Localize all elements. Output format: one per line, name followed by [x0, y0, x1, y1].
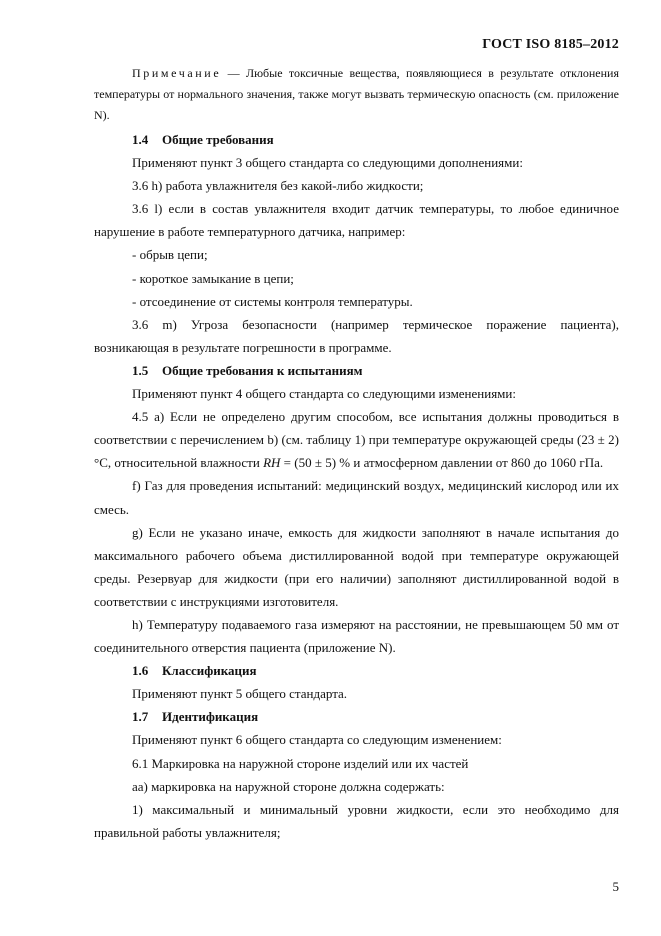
- list-item: - обрыв цепи;: [132, 247, 208, 263]
- paragraph-text: = (50 ± 5) % и атмосферном давлении от 860 до 1060 гПа.: [280, 455, 604, 471]
- list-item: - отсоединение от системы контроля температуры.: [132, 293, 413, 309]
- paragraph: 3.6 h) работа увлажнителя без какой-либо жидкости;: [132, 178, 424, 194]
- section-title: Идентификация: [162, 709, 259, 725]
- section-number: 1.6: [132, 663, 149, 679]
- paragraph: Применяют пункт 4 общего стандарта со следующими изменениями:: [132, 386, 516, 402]
- note-paragraph: [94, 63, 619, 126]
- note-label: Примечание: [132, 66, 222, 80]
- paragraph: 1) максимальный и минимальный уровни жидкости, если это необходимо для правильной работы увлажнителя;: [94, 801, 619, 840]
- paragraph: Применяют пункт 6 общего стандарта со следующим изменением:: [132, 732, 502, 748]
- paragraph: Применяют пункт 3 общего стандарта со следующими дополнениями:: [132, 155, 523, 171]
- section-title: Классификация: [162, 663, 257, 679]
- list-item: - короткое замыкание в цепи;: [132, 270, 294, 286]
- paragraph: аа) маркировка на наружной стороне должна содержать:: [132, 778, 445, 794]
- section-title: Общие требования: [162, 132, 274, 147]
- rh-symbol: RH: [263, 455, 281, 471]
- section-title: Общие требования к испытаниям: [162, 362, 363, 378]
- section-heading-1-4: [94, 128, 619, 151]
- section-heading-1-7: [94, 705, 619, 728]
- paragraph-text: 4.5 a) Если не определено другим способом, все испытания должны проводиться в соответствии с перечислением b) (см. таблицу 1) при температуре окружающей среды (23 ± 2)°С, относительной влажности: [94, 409, 619, 471]
- paragraph: h) Температуру подаваемого газа измеряют на расстоянии, не превышающем 50 мм от соединительного отверстия пациента (приложение N).: [94, 616, 619, 656]
- paragraph: Применяют пункт 5 общего стандарта.: [132, 686, 348, 702]
- document-body: [94, 63, 619, 844]
- paragraph: 3.6 l) если в состав увлажнителя входит датчик температуры, то любое единичное нарушение в работе температурного датчика, например:: [94, 201, 619, 240]
- page-number: 5: [612, 879, 619, 894]
- paragraph: 6.1 Маркировка на наружной стороне изделий или их частей: [132, 755, 469, 771]
- paragraph: [94, 405, 619, 474]
- paragraph: g) Если не указано иначе, емкость для жидкости заполняют в начале испытания до максимального рабочего объема дистиллированной водой при температуре окружающей среды. Резервуар для жидкости (при его наличии) заполняют дистиллированной водой в соответствии с инструкциями изготовителя.: [94, 524, 619, 609]
- section-number: 1.5: [132, 362, 149, 378]
- note-text: — Любые токсичные вещества, появляющиеся в результате отклонения температуры от нормального значения, также могут вызвать термическую опасность (см. приложение N).: [94, 66, 619, 122]
- section-number: 1.7: [132, 709, 149, 725]
- document-header: ГОСТ ISO 8185–2012: [482, 37, 619, 52]
- paragraph: f) Газ для проведения испытаний: медицинский воздух, медицинский кислород или их смесь.: [94, 478, 619, 517]
- section-heading-1-5: [94, 359, 619, 382]
- paragraph: 3.6 m) Угроза безопасности (например термическое поражение пациента), возникающая в результате погрешности в программе.: [94, 316, 619, 355]
- section-number: 1.4: [132, 132, 149, 147]
- section-heading-1-6: [94, 659, 619, 682]
